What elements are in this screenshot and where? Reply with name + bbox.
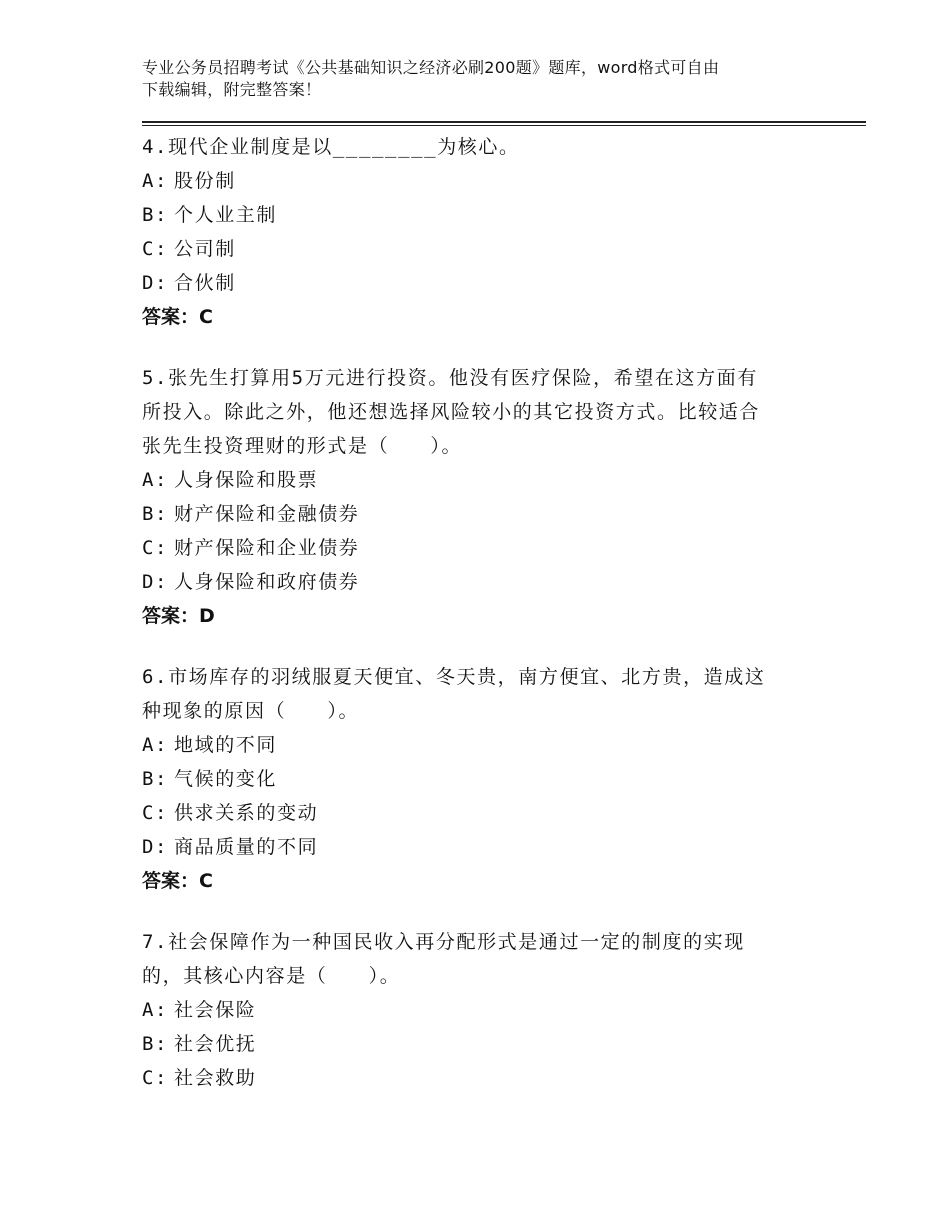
option-text: 人身保险和股票 [174,469,319,491]
header-line-1: 专业公务员招聘考试《公共基础知识之经济必刷200题》题库，word格式可自由 [142,58,720,77]
answer-option [142,198,802,232]
option-text: 财产保险和金融债券 [174,503,360,525]
header-divider-thin [142,125,866,126]
option-key: C: [142,1067,169,1089]
question-stem-line: 所投入。除此之外，他还想选择风险较小的其它投资方式。比较适合 [142,401,761,423]
option-key: B: [142,768,169,790]
question-block [142,660,802,898]
option-key: A: [142,999,169,1021]
header-line-2: 下载编辑，附完整答案！ [142,80,322,99]
option-text: 财产保险和企业债券 [174,537,360,559]
option-key: A: [142,734,169,756]
option-text: 供求关系的变动 [174,802,319,824]
option-text: 社会优抚 [174,1033,257,1055]
option-text: 社会保险 [174,999,257,1021]
option-text: 合伙制 [174,272,236,294]
answer-option [142,993,802,1027]
answer-option [142,830,802,864]
question-stem-line: 4.现代企业制度是以________为核心。 [142,136,520,158]
question-stem-line: 种现象的原因（ ）。 [142,700,360,722]
answer-option [142,164,802,198]
answer-option [142,1027,802,1061]
question-block [142,130,802,334]
question-block [142,925,802,1095]
question-block [142,361,802,633]
option-key: C: [142,238,169,260]
answer-option [142,531,802,565]
option-text: 人身保险和政府债券 [174,571,360,593]
option-text: 公司制 [174,238,236,260]
answer-key: 答案：D [142,605,215,627]
option-key: A: [142,170,169,192]
answer-key: 答案：C [142,306,213,328]
answer-option [142,796,802,830]
option-key: D: [142,272,169,294]
option-key: A: [142,469,169,491]
option-key: D: [142,571,169,593]
option-text: 地域的不同 [174,734,278,756]
answer-option [142,232,802,266]
question-list [142,130,802,1122]
answer-option [142,463,802,497]
option-text: 个人业主制 [174,204,278,226]
answer-option [142,762,802,796]
option-key: B: [142,503,169,525]
answer-option [142,1061,802,1095]
option-text: 商品质量的不同 [174,836,319,858]
option-key: C: [142,537,169,559]
question-stem-line: 6.市场库存的羽绒服夏天便宜、冬天贵，南方便宜、北方贵，造成这 [142,666,766,688]
question-stem-line: 张先生投资理财的形式是（ ）。 [142,435,463,457]
header-divider-thick [142,121,866,123]
answer-option [142,565,802,599]
answer-option [142,497,802,531]
question-stem-line: 5.张先生打算用5万元进行投资。他没有医疗保险，希望在这方面有 [142,367,758,389]
page-header [142,57,812,101]
option-key: B: [142,204,169,226]
option-key: D: [142,836,169,858]
question-stem-line: 7.社会保障作为一种国民收入再分配形式是通过一定的制度的实现 [142,931,745,953]
option-key: B: [142,1033,169,1055]
question-stem-line: 的，其核心内容是（ ）。 [142,965,401,987]
option-text: 气候的变化 [174,768,278,790]
answer-option [142,728,802,762]
option-text: 社会救助 [174,1067,257,1089]
answer-key: 答案：C [142,870,213,892]
option-text: 股份制 [174,170,236,192]
answer-option [142,266,802,300]
option-key: C: [142,802,169,824]
